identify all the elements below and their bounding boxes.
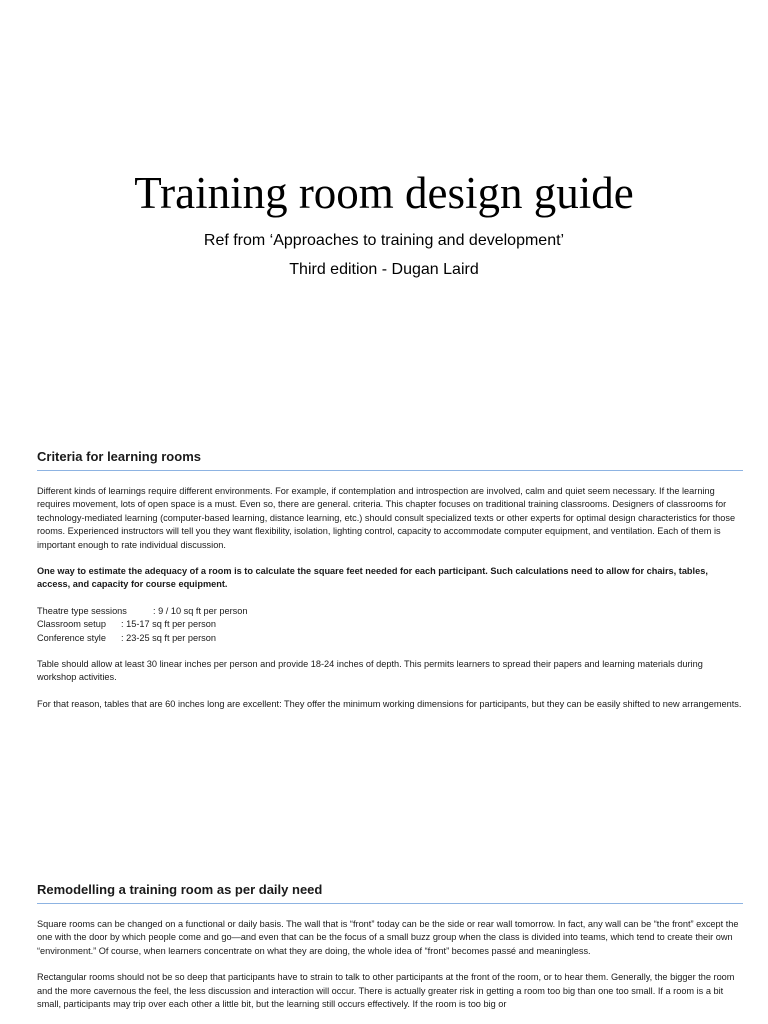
space-rate-value: : 15-17 sq ft per person xyxy=(121,619,216,630)
section-remodelling xyxy=(37,882,743,1024)
document-edition-author: Third edition - Dugan Laird xyxy=(289,261,479,278)
paragraph: For that reason, tables that are 60 inches long are excellent: They offer the minimum working dimensions for participants, but they can be easily shifted to new arrangements. xyxy=(37,698,742,709)
space-rate-row xyxy=(37,632,743,645)
paragraph: Table should allow at least 30 linear inches per person and provide 18-24 inches of depth. This permits learners to spread their papers and learning materials during workshop activities. xyxy=(37,659,703,683)
space-rate-label: Theatre type sessions xyxy=(37,605,127,616)
space-rate-row xyxy=(37,605,743,618)
space-rate-value: : 9 / 10 sq ft per person xyxy=(153,605,248,616)
section-criteria xyxy=(37,449,743,724)
section-heading-remodelling: Remodelling a training room as per daily need xyxy=(37,882,743,904)
space-rates-list xyxy=(37,605,743,645)
paragraph-emphasis: One way to estimate the adequacy of a room is to calculate the square feet needed for each participant. Such calculations need to allow for chairs, tables, access, and capacity for course equipment. xyxy=(37,566,708,590)
document-reference: Ref from ‘Approaches to training and development’ xyxy=(203,232,565,249)
space-rate-label: Conference style xyxy=(37,632,106,643)
paragraph: Square rooms can be changed on a functional or daily basis. The wall that is “front” today can be the side or rear wall tomorrow. In fact, any wall can be “the front” except the one with the door by which people come and go—and even that can be the focus of a small buzz group when the class is divided into teams, which tend to create their own “environment.” Of course, when learners concentrate on what they are doing, the whole idea of “front” becomes passé and meaningless. xyxy=(37,919,739,956)
space-rate-label: Classroom setup xyxy=(37,619,106,630)
document-title: Training room design guide xyxy=(134,168,634,218)
space-rate-row xyxy=(37,618,743,631)
section-heading-criteria: Criteria for learning rooms xyxy=(37,449,743,471)
paragraph: Rectangular rooms should not be so deep that participants have to strain to talk to other participants at the front of the room, or to hear them. Generally, the bigger the room and the more cavernous the feel, the less discussion and interaction will occur. There is actually greater risk in getting a room too big than one too small. If a room is a bit small, participants may trip over each other a little bit, but the learning still occurs effectively. If the room is too big or xyxy=(37,972,735,1010)
paragraph: Different kinds of learnings require different environments. For example, if contemplation and introspection are involved, calm and quiet seem necessary. If the learning requires movement, lots of open space is a must. Even so, there are general. criteria. This chapter focuses on traditional training classrooms. Designers of classrooms for technology-mediated learning (computer-based learning, distance learning, etc.) should consult specialized texts or other experts for optimal design characteristics for those rooms. Experienced instructors will tell you they want flexibility, isolation, lighting control, capacity to accommodate computer equipment, and ventilation. Each of them is important enough to rate individual discussion. xyxy=(37,486,736,550)
space-rate-value: : 23-25 sq ft per person xyxy=(121,632,216,643)
